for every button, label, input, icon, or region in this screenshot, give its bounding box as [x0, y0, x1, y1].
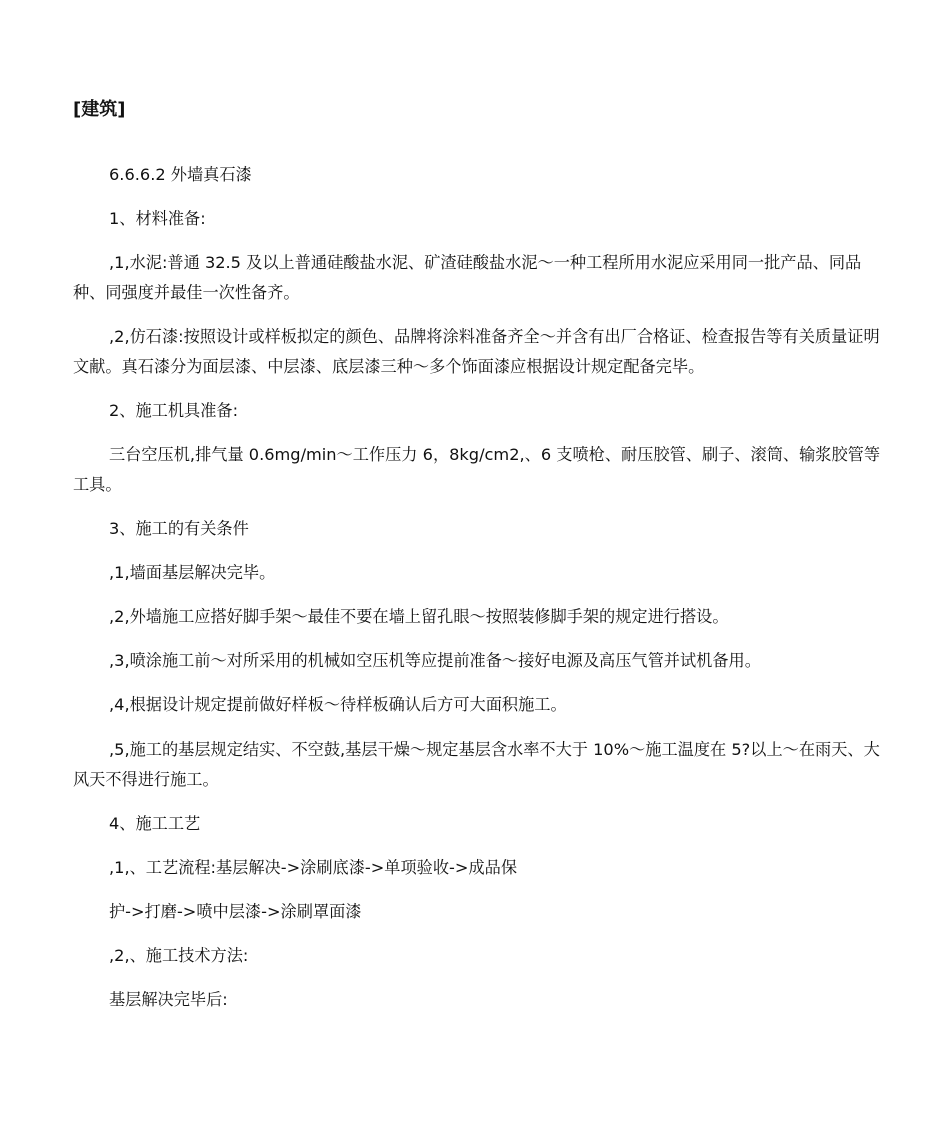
- list-item: ,1,墙面基层解决完毕。: [109, 563, 276, 582]
- paragraph-cement: ,1,水泥:普通 32.5 及以上普通硅酸盐水泥、矿渣硅酸盐水泥～一种工程所用水泥应采用同一批产品、同品种、同强度并最佳一次性备齐。: [73, 253, 862, 302]
- list-item: ,4,根据设计规定提前做好样板～待样板确认后方可大面积施工。: [109, 695, 567, 714]
- list-item: ,2,、施工技术方法:: [109, 946, 249, 965]
- paragraph-equipment: 三台空压机,排气量 0.6mg/min～工作压力 6，8kg/cm2,、6 支喷枪、耐压胶管、刷子、滚筒、输浆胶管等工具。: [73, 445, 881, 494]
- section-title: 6.6.6.2 外墙真石漆: [109, 165, 252, 184]
- process-flow-line: ,1,、工艺流程:基层解决->涂刷底漆->单项验收->成品保: [109, 858, 518, 877]
- paragraph-stone-paint: ,2,仿石漆:按照设计或样板拟定的颜色、品牌将涂料准备齐全～并含有出厂合格证、检查报告等有关质量证明文献。真石漆分为面层漆、中层漆、底层漆三种～多个饰面漆应根据设计规定配备完毕。: [73, 327, 880, 376]
- subsection-heading: 4、施工工艺: [109, 814, 201, 833]
- subsection-heading: 3、施工的有关条件: [109, 519, 249, 538]
- subsection-heading: 2、施工机具准备:: [109, 401, 239, 420]
- list-item: ,2,外墙施工应搭好脚手架～最佳不要在墙上留孔眼～按照装修脚手架的规定进行搭设。: [109, 607, 729, 626]
- list-item: ,3,喷涂施工前～对所采用的机械如空压机等应提前准备～接好电源及高压气管并试机备用。: [109, 651, 761, 670]
- document-heading: [建筑]: [73, 99, 126, 120]
- subsection-heading: 1、材料准备:: [109, 209, 206, 228]
- process-flow-line: 护->打磨->喷中层漆->涂刷罩面漆: [109, 902, 362, 921]
- list-item: ,5,施工的基层规定结实、不空鼓,基层干燥～规定基层含水率不大于 10%～施工温度在 5?以上～在雨天、大风天不得进行施工。: [73, 740, 880, 789]
- paragraph-text: 基层解决完毕后:: [109, 990, 228, 1009]
